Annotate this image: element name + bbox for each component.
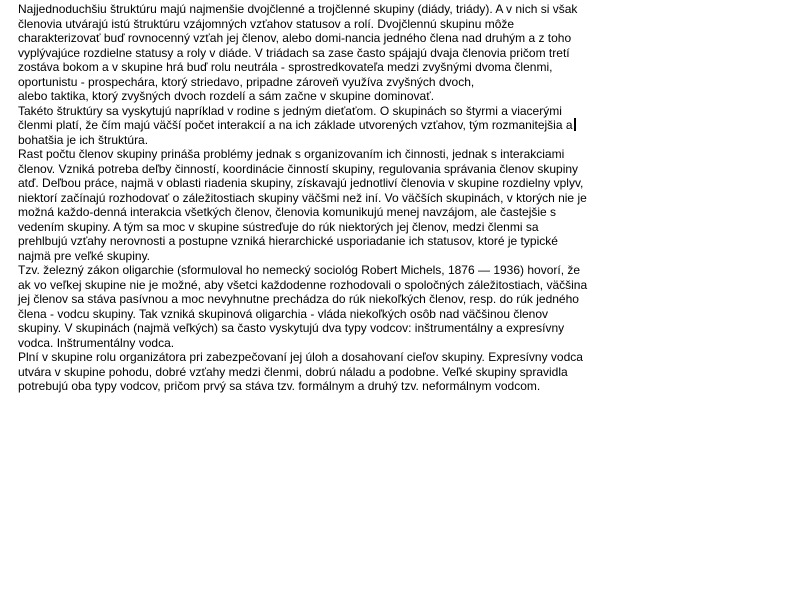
paragraph-iron-law-oligarchy[interactable] xyxy=(18,263,630,350)
text-line-with-caret[interactable] xyxy=(18,118,630,133)
text-line[interactable]: najmä pre veľké skupiny. xyxy=(18,248,151,263)
text-line[interactable]: jej členov sa stáva pasívnou a moc nevyhnutne prechádza do rúk niekoľkých členov, resp. do rúk jedného xyxy=(18,292,579,306)
text-line[interactable]: členov. Vzniká potreba deľby činností, koordinácie činností skupiny, regulovania správania členov skupiny xyxy=(18,161,579,176)
text-line[interactable]: vodca. Inštrumentálny vodca. xyxy=(18,335,175,350)
paragraph-family-structures[interactable] xyxy=(18,104,630,148)
text-line[interactable]: možná každo-denná interakcia všetkých členov, členovia komunikujú menej navzájom, ale častejšie s xyxy=(18,205,557,219)
text-line[interactable]: skupiny. V skupinách (najmä veľkých) sa často vyskytujú dva typy vodcov: inštrumentálny a expresívny xyxy=(18,321,565,335)
document-body[interactable] xyxy=(18,2,630,394)
text-line[interactable]: niektorí začínajú rozhodovať o záležitostiach skupiny väčšmi než iní. Vo väčších skupinách, v ktorých nie je xyxy=(18,190,587,205)
text-line[interactable]: bohatšia je ich štruktúra. xyxy=(18,132,149,147)
text-line-content[interactable]: členmi platí, že čím majú väčší počet interakcií a na ich základe utvorených vzťahov, tým rozmanitejšia a xyxy=(18,118,573,132)
text-line[interactable]: utvára v skupine pohodu, dobré vzťahy medzi členmi, dobrú náladu a podobne. Veľké skupiny spravidla xyxy=(18,364,568,379)
text-line[interactable]: Plní v skupine rolu organizátora pri zabezpečovaní jej úloh a dosahovaní cieľov skupiny. Expresívny vodca xyxy=(18,350,583,364)
paragraph-group-growth[interactable] xyxy=(18,147,630,263)
text-cursor xyxy=(574,118,576,131)
text-line[interactable]: oportunistu - prospechára, ktorý striedavo, pripadne zároveň využíva zvyšných dvoch, xyxy=(18,74,475,89)
paragraph-diads-triads[interactable] xyxy=(18,2,630,104)
text-line[interactable]: člena - vodcu skupiny. Tak vzniká skupinová oligarchia - vláda niekoľkých osôb nad väčšinou členov xyxy=(18,306,549,321)
text-line[interactable]: ak vo veľkej skupine nie je možné, aby všetci každodenne rozhodovali o spoločných záležitostiach, väčšina xyxy=(18,277,588,292)
text-line[interactable]: členovia utvárajú istú štruktúru vzájomných vzťahov statusov a rolí. Dvojčlennú skupinu môže xyxy=(18,16,515,31)
text-line[interactable]: Rast počtu členov skupiny prináša problémy jednak s organizovaním ich činnosti, jednak s interakciami xyxy=(18,147,565,161)
text-line[interactable]: vedením skupiny. A tým sa moc v skupine sústreďuje do rúk niektorých jej členov, medzi členmi sa xyxy=(18,219,539,234)
text-line[interactable]: alebo taktika, ktorý zvyšných dvoch rozdelí a sám začne v skupine dominovať. xyxy=(18,89,435,103)
text-line[interactable]: Tzv. železný zákon oligarchie (sformuloval ho nemecký sociológ Robert Michels, 1876 — 1936) hovorí, že xyxy=(18,263,581,277)
text-line[interactable]: Najjednoduchšiu štruktúru majú najmenšie dvojčlenné a trojčlenné skupiny (diády, triády). A v nich si však xyxy=(18,2,578,16)
text-line[interactable]: potrebujú oba typy vodcov, pričom prvý sa stáva tzv. formálnym a druhý tzv. neformálnym vodcom. xyxy=(18,379,541,393)
text-line[interactable]: zostáva bokom a v skupine hrá buď rolu neutrála - sprostredkovateľa medzi zvyšnými dvoma členmi, xyxy=(18,60,553,74)
text-line[interactable]: vyplývajúce rozdielne statusy a roly v diáde. V triádach sa zase často spájajú dvaja členovia pričom tretí xyxy=(18,45,570,60)
text-line[interactable]: charakterizovať buď rovnocenný vzťah jej členov, alebo domi-nancia jedného člena nad druhým a z toho xyxy=(18,31,572,45)
text-line[interactable]: Takéto štruktúry sa vyskytujú napríklad v rodine s jedným dieťaťom. O skupinách so štyrmi a viacerými xyxy=(18,103,562,118)
text-line[interactable]: prehlbujú vzťahy nerovnosti a postupne vzniká hierarchické usporiadanie ich statusov, ktoré je typické xyxy=(18,234,558,248)
paragraph-leader-types[interactable] xyxy=(18,350,630,394)
text-line[interactable]: atď. Deľbou práce, najmä v oblasti riadenia skupiny, získavajú jednotliví členovia v skupine rozdielny vplyv, xyxy=(18,176,584,190)
